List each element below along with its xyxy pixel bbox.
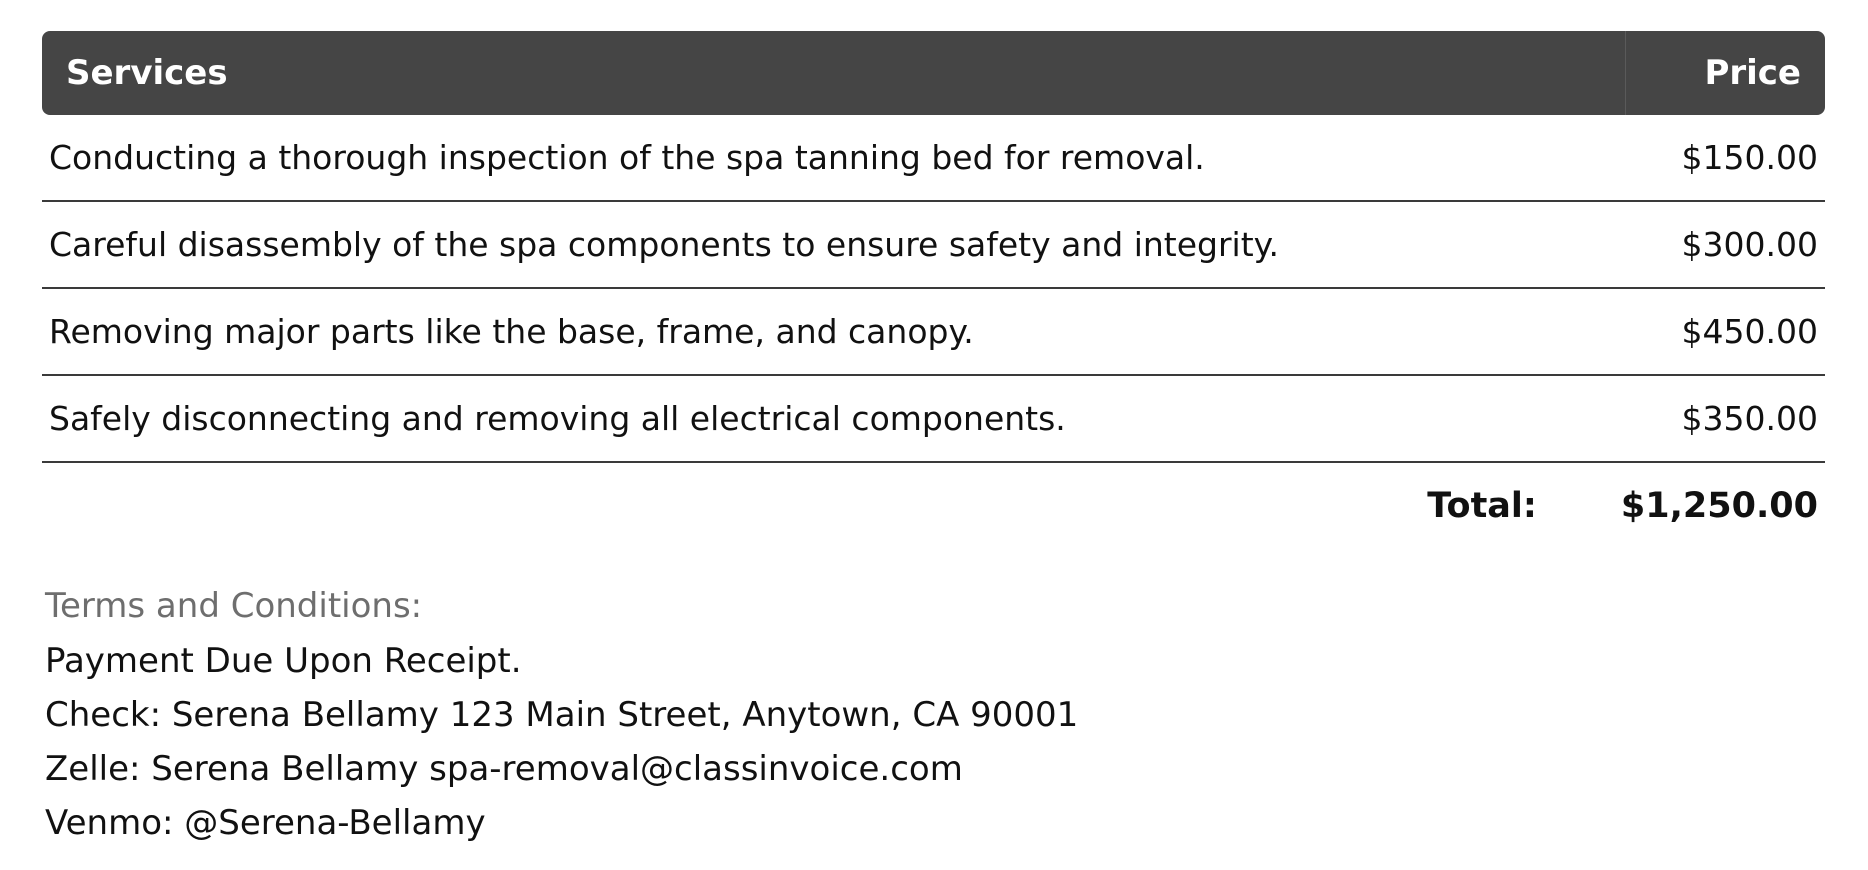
terms-title: Terms and Conditions: [45, 586, 423, 626]
terms-line-venmo: Venmo: @Serena-Bellamy [45, 803, 486, 843]
service-description: Removing major parts like the base, frame, and canopy. [49, 312, 974, 351]
table-row [42, 376, 1825, 463]
service-description: Careful disassembly of the spa components to ensure safety and integrity. [49, 225, 1279, 264]
terms-line-zelle: Zelle: Serena Bellamy spa-removal@classinvoice.com [45, 749, 963, 789]
services-column-header: Services [66, 53, 228, 93]
service-price: $450.00 [1681, 312, 1818, 351]
table-row [42, 115, 1825, 202]
service-price: $150.00 [1681, 138, 1818, 177]
service-price: $300.00 [1681, 225, 1818, 264]
terms-section [45, 578, 1078, 850]
terms-line-payment-due: Payment Due Upon Receipt. [45, 641, 522, 681]
total-label: Total: [1427, 486, 1537, 526]
table-row [42, 202, 1825, 289]
price-column-header: Price [1625, 31, 1825, 115]
table-header [42, 31, 1825, 115]
services-table [42, 31, 1825, 549]
total-row [42, 463, 1825, 549]
service-price: $350.00 [1681, 399, 1818, 438]
table-row [42, 289, 1825, 376]
total-value: $1,250.00 [1620, 486, 1818, 526]
service-description: Safely disconnecting and removing all electrical components. [49, 399, 1066, 438]
service-description: Conducting a thorough inspection of the spa tanning bed for removal. [49, 138, 1205, 177]
terms-line-check: Check: Serena Bellamy 123 Main Street, Anytown, CA 90001 [45, 695, 1079, 735]
